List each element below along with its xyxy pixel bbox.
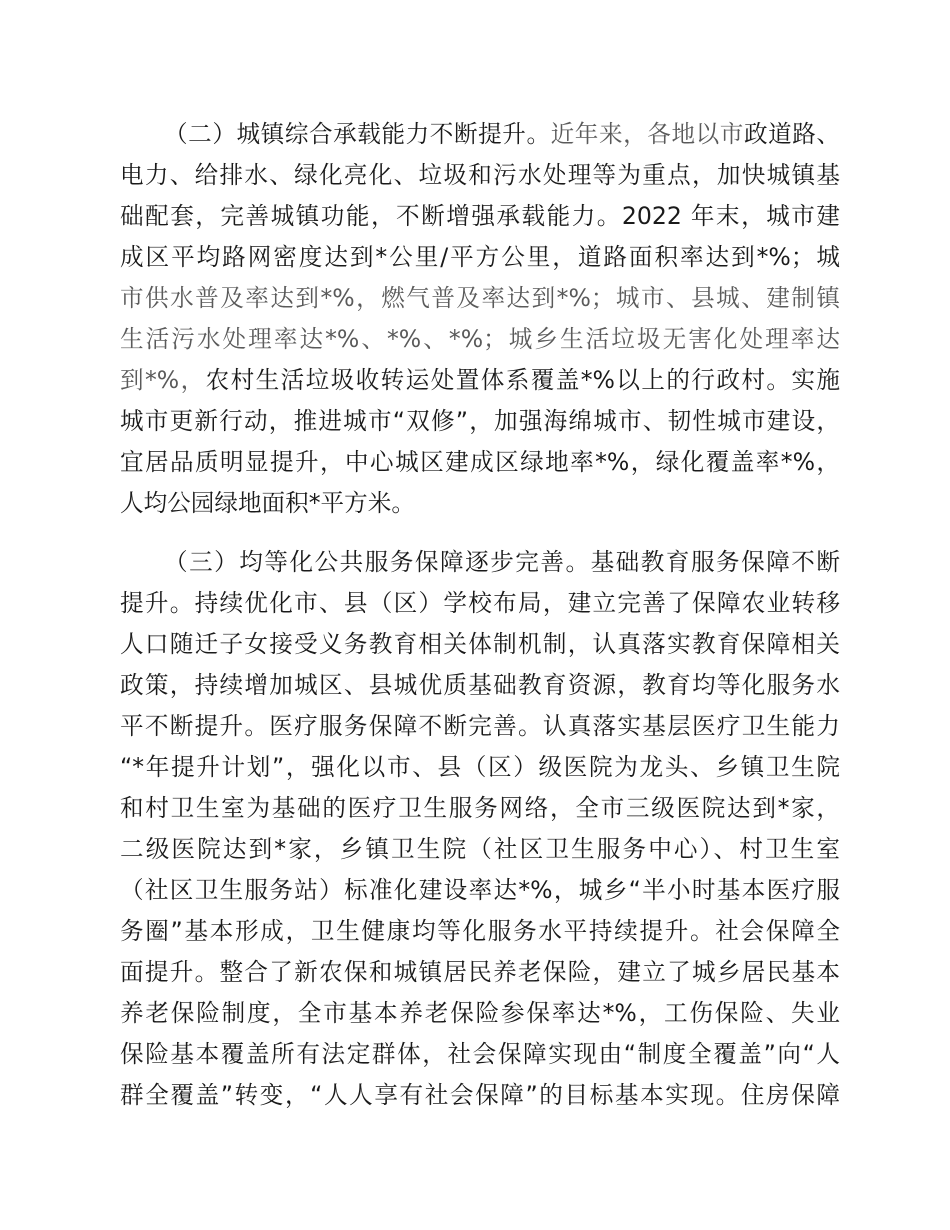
paragraph-line: “*年提升计划”，强化以市、县（区）级医院为龙头、乡镇卫生院 [120,753,840,781]
paragraph-line: 人口随迁子女接受义务教育相关体制机制，认真落实教育保障相关 [120,630,840,658]
paragraph-line: 生活污水处理率达*%、*%、*%；城乡生活垃圾无害化处理率达 [120,325,840,353]
paragraph-line: 群全覆盖”转变，“人人享有社会保障”的目标基本实现。住房保障 [120,1081,840,1109]
text-run: 近年来，各地以市 [550,120,744,148]
paragraph-line [164,118,840,150]
paragraph-line: 提升。持续优化市、县（区）学校布局，建立完善了保障农业转移 [120,589,840,617]
text-run: 到*%， [120,366,206,394]
paragraph-line: 电力、给排水、绿化亮化、垃圾和污水处理等为重点，加快城镇基 [120,161,840,189]
paragraph-line: 成区平均路网密度达到*公里/平方公里，道路面积率达到*%；城 [120,243,840,271]
paragraph-line: （社区卫生服务站）标准化建设率达*%，城乡“半小时基本医疗服 [120,876,840,904]
text-run: 农村生活垃圾收转运处置体系覆盖*%以上的行政村。实施 [205,366,840,394]
paragraph-line: 市供水普及率达到*%，燃气普及率达到*%；城市、县城、建制镇 [120,284,840,312]
paragraph-line: 平不断提升。医疗服务保障不断完善。认真落实基层医疗卫生能力 [120,712,840,740]
paragraph-line: 务圈”基本形成，卫生健康均等化服务水平持续提升。社会保障全 [120,917,840,945]
paragraph-line: （三）均等化公共服务保障逐步完善。基础教育服务保障不断 [164,548,840,576]
paragraph-line: 人均公园绿地面积*平方米。 [120,489,415,517]
paragraph-line: 政策，持续增加城区、县城优质基础教育资源，教育均等化服务水 [120,671,840,699]
paragraph-line: 二级医院达到*家，乡镇卫生院（社区卫生服务中心）、村卫生室 [120,835,840,863]
paragraph-line: 和村卫生室为基础的医疗卫生服务网络，全市三级医院达到*家， [120,794,840,822]
paragraph-line: 城市更新行动，推进城市“双修”，加强海绵城市、韧性城市建设， [120,407,840,435]
text-run: 政道路、 [743,120,840,148]
paragraph-line: 宜居品质明显提升，中心城区建成区绿地率*%，绿化覆盖率*%， [120,448,840,476]
paragraph-line [120,364,840,396]
heading-run: （二）城镇综合承载能力不断提升。 [164,120,551,148]
paragraph-line: 保险基本覆盖所有法定群体，社会保障实现由“制度全覆盖”向“人 [120,1040,840,1068]
paragraph-line: 础配套，完善城镇功能，不断增强承载能力。2022 年末，城市建 [120,202,840,230]
paragraph-line: 面提升。整合了新农保和城镇居民养老保险，建立了城乡居民基本 [120,958,840,986]
paragraph-line: 养老保险制度，全市基本养老保险参保率达*%，工伤保险、失业 [120,999,840,1027]
